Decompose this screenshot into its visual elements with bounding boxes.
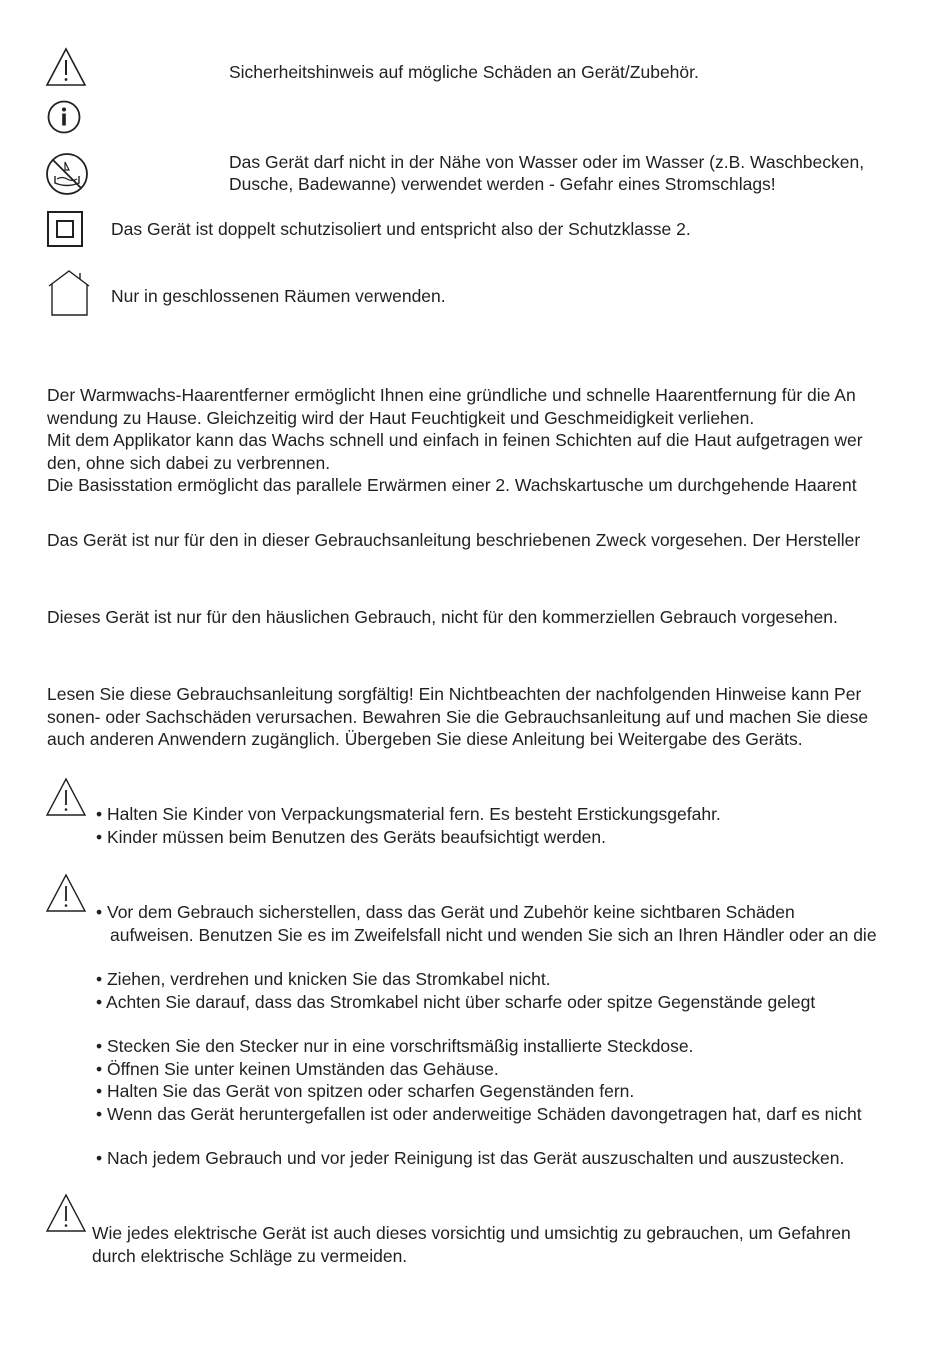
intro-line: den, ohne sich dabei zu verbrennen. xyxy=(47,452,331,473)
read-line: Lesen Sie diese Gebrauchsanleitung sorgfältig! Ein Nichtbeachten der nachfolgenden Hinweise kann Per xyxy=(47,684,862,704)
bullet-item: • Öffnen Sie unter keinen Umständen das Gehäuse. xyxy=(96,1058,499,1079)
water-warning-line-1: Das Gerät darf nicht in der Nähe von Wasser oder im Wasser (z.B. Waschbecken, xyxy=(229,152,865,172)
final-warning-text xyxy=(92,1222,851,1267)
electrical-bullets-after-use xyxy=(96,1147,844,1170)
electrical-bullets xyxy=(96,901,877,946)
purpose-paragraph xyxy=(47,529,927,552)
read-line: sonen- oder Sachschäden verursachen. Bewahren Sie die Gebrauchsanleitung auf und machen Sie diese xyxy=(47,706,869,727)
final-line: durch elektrische Schläge zu vermeiden. xyxy=(92,1245,408,1266)
warning-symbol-text: Sicherheitshinweis auf mögliche Schäden an Gerät/Zubehör. xyxy=(229,62,699,82)
domestic-paragraph xyxy=(47,606,927,629)
electrical-bullets-cable xyxy=(96,968,815,1013)
final-line: Wie jedes elektrische Gerät ist auch dieses vorsichtig und umsichtig zu gebrauchen, um Gefahren xyxy=(92,1223,851,1243)
indoor-text: Nur in geschlossenen Räumen verwenden. xyxy=(111,286,446,306)
purpose-line: Das Gerät ist nur für den in dieser Gebrauchsanleitung beschriebenen Zweck vorgesehen. Der Hersteller xyxy=(47,530,861,550)
intro-paragraph xyxy=(47,384,927,497)
bullet-continuation: aufweisen. Benutzen Sie es im Zweifelsfall nicht und wenden Sie sich an Ihren Händler oder an die xyxy=(110,924,877,945)
intro-line: wendung zu Hause. Gleichzeitig wird der Haut Feuchtigkeit und Geschmeidigkeit verliehen. xyxy=(47,407,755,428)
warning-triangle-icon xyxy=(45,1193,87,1233)
read-line: auch anderen Anwendern zugänglich. Übergeben Sie diese Anleitung bei Weitergabe des Geräts. xyxy=(47,729,803,749)
children-bullets xyxy=(96,803,721,848)
bullet-item: • Halten Sie das Gerät von spitzen oder scharfen Gegenständen fern. xyxy=(96,1081,635,1101)
warning-triangle-icon xyxy=(45,873,87,913)
bullet-item: • Kinder müssen beim Benutzen des Geräts beaufsichtigt werden. xyxy=(96,826,607,847)
info-icon xyxy=(47,100,81,134)
domestic-line: Dieses Gerät ist nur für den häuslichen Gebrauch, nicht für den kommerziellen Gebrauch vorgesehen. xyxy=(47,607,838,627)
water-warning-line-2: Dusche, Badewanne) verwendet werden - Gefahr eines Stromschlags! xyxy=(229,174,776,194)
warning-triangle-icon xyxy=(45,46,87,88)
bullet-item: • Stecken Sie den Stecker nur in eine vorschriftsmäßig installierte Steckdose. xyxy=(96,1036,694,1056)
bullet-item: • Vor dem Gebrauch sicherstellen, dass das Gerät und Zubehör keine sichtbaren Schäden xyxy=(96,902,795,922)
bullet-item: • Achten Sie darauf, dass das Stromkabel nicht über scharfe oder spitze Gegenstände gelegt xyxy=(96,991,816,1012)
electrical-bullets-plug xyxy=(96,1035,862,1125)
bullet-item: • Ziehen, verdrehen und knicken Sie das Stromkabel nicht. xyxy=(96,969,551,989)
intro-line: Die Basisstation ermöglicht das parallele Erwärmen einer 2. Wachskartusche um durchgehende Haarent xyxy=(47,475,857,495)
bullet-item: • Wenn das Gerät heruntergefallen ist oder anderweitige Schäden davongetragen hat, darf es nicht xyxy=(96,1103,862,1124)
warning-triangle-icon xyxy=(45,777,87,817)
double-insulation-icon xyxy=(47,211,83,247)
intro-line: Mit dem Applikator kann das Wachs schnell und einfach in feinen Schichten auf die Haut aufgetragen wer xyxy=(47,430,863,450)
intro-line: Der Warmwachs-Haarentferner ermöglicht Ihnen eine gründliche und schnelle Haarentfernung für die An xyxy=(47,385,856,405)
class2-text: Das Gerät ist doppelt schutzisoliert und entspricht also der Schutzklasse 2. xyxy=(111,219,691,239)
no-water-icon xyxy=(45,152,89,196)
read-instructions-paragraph xyxy=(47,683,927,751)
bullet-item: • Halten Sie Kinder von Verpackungsmaterial fern. Es besteht Erstickungsgefahr. xyxy=(96,804,721,824)
indoor-house-icon xyxy=(47,270,95,318)
bullet-item: • Nach jedem Gebrauch und vor jeder Reinigung ist das Gerät auszuschalten und auszustecken. xyxy=(96,1148,845,1168)
